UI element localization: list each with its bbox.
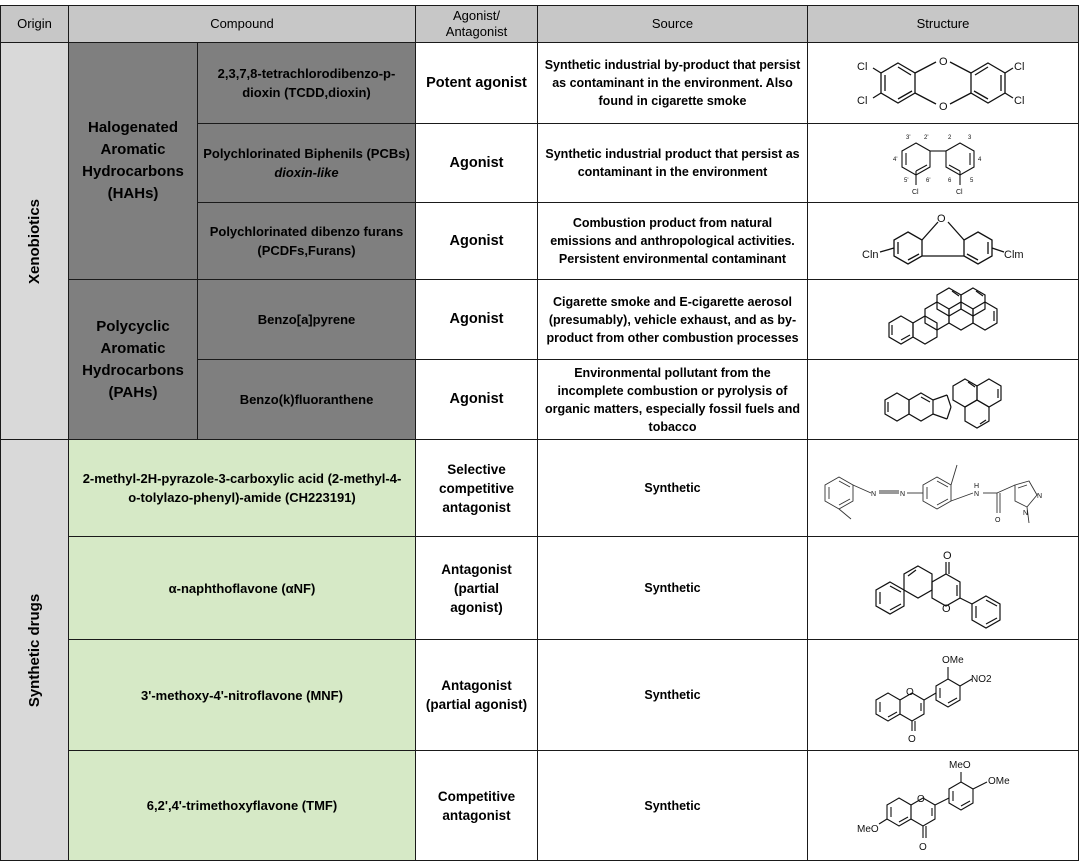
svg-text:O: O: [939, 56, 948, 68]
compound-pcdfs: Polychlorinated dibenzo furans (PCDFs,Furans): [197, 202, 416, 280]
structure-ch223191: [807, 439, 1079, 537]
svg-text:2: 2: [948, 135, 952, 141]
compound-benzopyrene: Benzo[a]pyrene: [197, 279, 416, 360]
source-pcdfs: Combustion product from natural emissions and anthropological activities. Persistent environmental contaminant: [537, 202, 808, 280]
origin-synthetic-drugs: [0, 439, 69, 861]
svg-text:O: O: [942, 603, 951, 615]
group-pahs: [68, 279, 198, 440]
svg-text:O: O: [919, 841, 927, 853]
tmf-structure-image: [855, 754, 1031, 858]
svg-text:MeO: MeO: [857, 823, 879, 835]
source-mnf: Synthetic: [537, 639, 808, 751]
compound-mnf: 3'-methoxy-4'-nitroflavone (MNF): [68, 639, 416, 751]
svg-text:3': 3': [906, 135, 911, 141]
origin-xenobiotics-label: Xenobiotics: [26, 198, 44, 284]
agonist-ch223191: Selective competitive antagonist: [415, 439, 538, 537]
source-pcbs: Synthetic industrial product that persist as contaminant in the environment: [537, 123, 808, 203]
svg-text:6': 6': [926, 178, 931, 184]
svg-text:MeO: MeO: [949, 759, 971, 771]
svg-text:OMe: OMe: [988, 775, 1010, 787]
structure-mnf: [807, 639, 1079, 751]
svg-text:3: 3: [968, 135, 972, 141]
svg-text:2': 2': [924, 135, 929, 141]
agonist-anf: Antagonist (partial agonist): [415, 536, 538, 640]
svg-text:O: O: [939, 101, 948, 113]
svg-text:Cl: Cl: [1014, 95, 1025, 107]
svg-text:Cl: Cl: [857, 61, 868, 73]
group-pahs-label: Polycyclic Aromatic Hydrocarbons (PAHs): [82, 317, 184, 401]
svg-text:H: H: [974, 483, 980, 490]
svg-text:4': 4': [893, 157, 898, 163]
svg-text:O: O: [995, 517, 1001, 524]
svg-text:Cl: Cl: [912, 189, 919, 196]
svg-text:O: O: [906, 687, 914, 698]
group-hahs-label: Halogenated Aromatic Hydrocarbons (HAHs): [82, 119, 184, 202]
svg-text:N: N: [1023, 510, 1029, 517]
header-compound: Compound: [68, 5, 416, 43]
agonist-tcdd: Potent agonist: [415, 42, 538, 124]
svg-text:Clm: Clm: [1004, 249, 1024, 261]
compound-ch223191: 2-methyl-2H-pyrazole-3-carboxylic acid (2-methyl-4-o-tolylazo-phenyl)-amide (CH223191): [68, 439, 416, 537]
svg-text:Cl: Cl: [857, 95, 868, 107]
agonist-pcbs: Agonist: [415, 123, 538, 203]
source-benzopyrene: Cigarette smoke and E-cigarette aerosol (presumably), vehicle exhaust, and as by-product from other combustion processes: [537, 279, 808, 360]
compound-tmf: 6,2',4'-trimethoxyflavone (TMF): [68, 750, 416, 861]
source-benzofluoranthene: Environmental pollutant from the incomplete combustion or pyrolysis of organic matters, especially fossil fuels and tobacco: [537, 359, 808, 440]
svg-text:N: N: [871, 491, 877, 498]
structure-tcdd: [807, 42, 1079, 124]
compound-pcbs: Polychlorinated Biphenils (PCBs) dioxin-like: [197, 123, 416, 203]
svg-text:O: O: [943, 550, 952, 562]
benzopyrene-structure-image: [873, 284, 1013, 356]
structure-anf: [807, 536, 1079, 640]
structure-pcbs: [807, 123, 1079, 203]
svg-text:NO2: NO2: [971, 674, 992, 685]
compound-benzofluoranthene: Benzo(k)fluoranthene: [197, 359, 416, 440]
svg-text:Cl: Cl: [956, 189, 963, 196]
agonist-mnf: Antagonist (partial agonist): [415, 639, 538, 751]
source-tcdd: Synthetic industrial by-product that persist as contaminant in the environment. Also found in cigarette smoke: [537, 42, 808, 124]
svg-text:N: N: [974, 491, 980, 498]
pcb-structure-image: [878, 127, 1008, 199]
svg-text:Cln: Cln: [862, 249, 879, 261]
compound-anf: α-naphthoflavone (αNF): [68, 536, 416, 640]
anf-structure-image: [868, 540, 1018, 636]
origin-xenobiotics: [0, 42, 69, 440]
agonist-pcdfs: Agonist: [415, 202, 538, 280]
compound-tcdd: 2,3,7,8-tetrachlorodibenzo-p-dioxin (TCDD,dioxin): [197, 42, 416, 124]
structure-benzofluoranthene: [807, 359, 1079, 440]
header-source: Source: [537, 5, 808, 43]
source-tmf: Synthetic: [537, 750, 808, 861]
mnf-structure-image: [868, 643, 1018, 747]
furan-structure-image: [858, 208, 1028, 274]
structure-benzopyrene: [807, 279, 1079, 360]
svg-text:O: O: [937, 213, 946, 225]
svg-text:5': 5': [904, 178, 909, 184]
svg-text:4: 4: [978, 157, 982, 163]
group-hahs: [68, 42, 198, 280]
agonist-benzofluoranthene: Agonist: [415, 359, 538, 440]
structure-pcdfs: [807, 202, 1079, 280]
origin-synthetic-label: Synthetic drugs: [26, 593, 44, 707]
svg-text:6: 6: [948, 178, 952, 184]
header-origin: Origin: [0, 5, 69, 43]
svg-text:O: O: [917, 793, 925, 805]
svg-text:N: N: [900, 491, 906, 498]
compound-pcbs-note: dioxin-like: [274, 165, 339, 180]
agonist-benzopyrene: Agonist: [415, 279, 538, 360]
svg-text:O: O: [908, 734, 916, 745]
svg-text:5: 5: [970, 178, 974, 184]
ch223191-structure-image: [811, 443, 1075, 533]
agonist-tmf: Competitive antagonist: [415, 750, 538, 861]
dioxin-structure-image: [853, 48, 1033, 118]
source-ch223191: Synthetic: [537, 439, 808, 537]
svg-text:OMe: OMe: [942, 655, 964, 666]
source-anf: Synthetic: [537, 536, 808, 640]
header-structure: Structure: [807, 5, 1079, 43]
structure-tmf: [807, 750, 1079, 861]
header-agonist: Agonist/ Antagonist: [415, 5, 538, 43]
svg-text:Cl: Cl: [1014, 61, 1025, 73]
fluoranthene-structure-image: [873, 365, 1013, 435]
svg-text:N: N: [1037, 493, 1043, 500]
